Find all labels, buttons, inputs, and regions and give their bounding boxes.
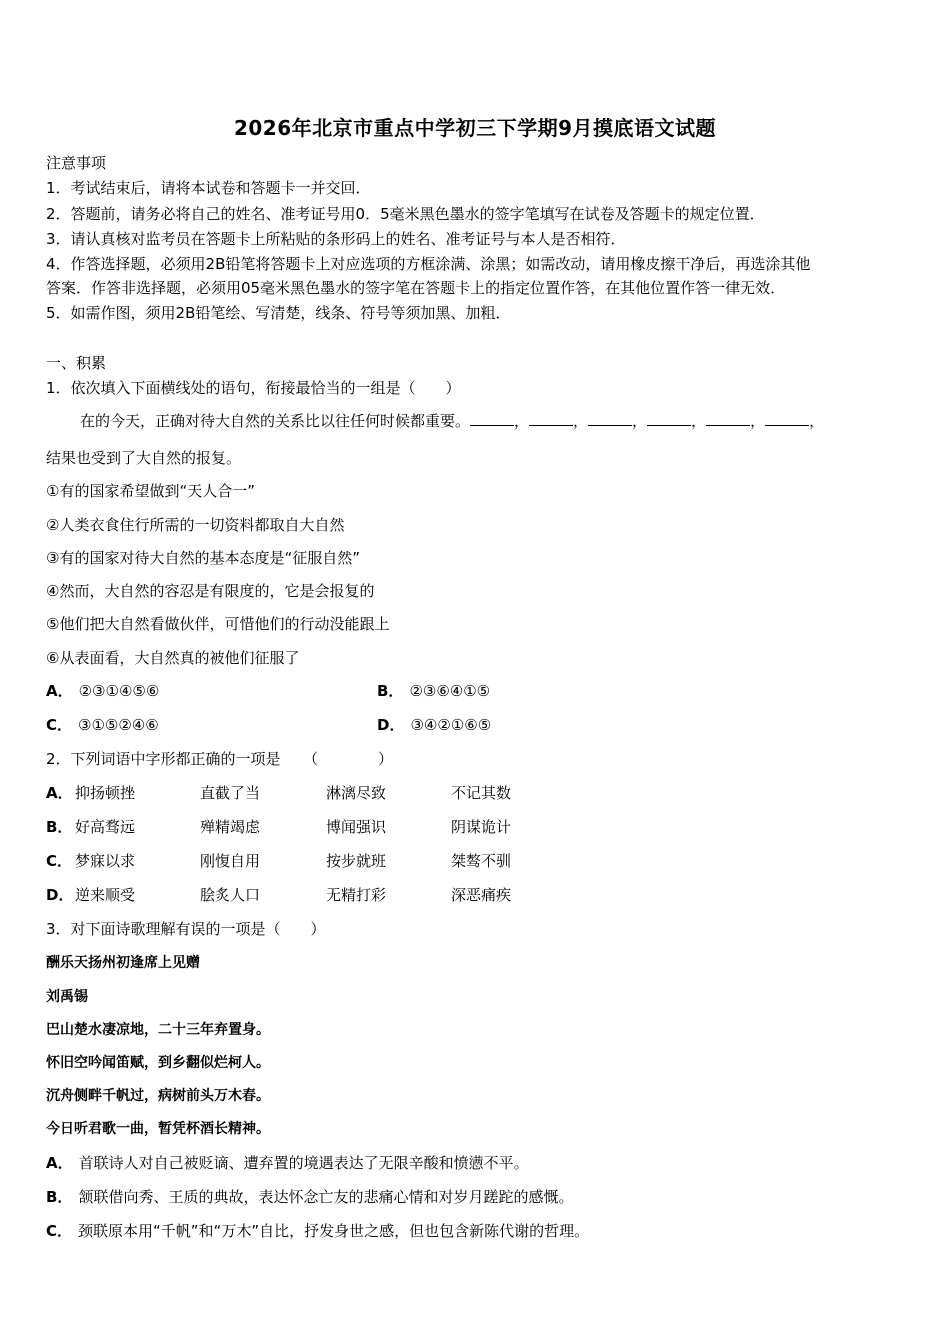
q1-sentence-6: ⑥从表面看，大自然真的被他们征服了 [46,649,300,667]
q1-passage-end: 结果也受到了大自然的报复。 [46,449,242,467]
q1-sep-1: ， [514,412,530,430]
q2-option-c-label: C． [46,852,73,870]
q3-stem: 3．对下面诗歌理解有误的一项是（ ） [46,920,326,938]
q3-poem-title: 酬乐天扬州初逢席上见赠 [46,955,200,971]
q2-option-a-word-1: 抑扬顿挫 [75,784,136,802]
q1-option-b: B． ②③⑥④①⑤ [377,682,491,700]
notice-heading: 注意事项 [46,154,107,172]
q2-option-b-word-4: 阴谋诡计 [451,818,512,836]
notice-item-4: 4．作答选择题，必须用2B铅笔将答题卡上对应选项的方框涂满、涂黑；如需改动，请用橡皮擦干净后，再选涂其他 [46,255,811,273]
q1-sep-4: ， [691,412,707,430]
q2-option-d-word-1: 逆来顺受 [75,886,136,904]
q1-blank-4 [647,411,691,426]
q1-sep-2: ， [573,412,589,430]
q3-option-b: B． 颔联借向秀、王质的典故，表达怀念亡友的悲痛心情和对岁月蹉跎的感慨。 [46,1188,574,1206]
q1-sentence-3: ③有的国家对待大自然的基本态度是“征服自然” [46,549,360,567]
notice-item-2: 2．答题前，请务必将自己的姓名、准考证号用0．5毫米黑色墨水的签字笔填写在试卷及答题卡的规定位置． [46,205,765,223]
q1-sentence-5: ⑤他们把大自然看做伙伴，可惜他们的行动没能跟上 [46,615,390,633]
q1-passage-start: 在的今天，正确对待大自然的关系比以往任何时候都重要。 [80,412,471,430]
q2-option-b-word-1: 好高骛远 [75,818,136,836]
q3-poem-author: 刘禹锡 [46,989,88,1005]
q2-option-a-label: A． [46,784,73,802]
notice-item-4-cont: 答案．作答非选择题，必须用05毫米黑色墨水的签字笔在答题卡上的指定位置作答，在其他位置作答一律无效． [46,279,786,297]
q2-option-a-word-2: 直截了当 [200,784,261,802]
q1-sentence-1: ①有的国家希望做到“天人合一” [46,482,255,500]
q3-poem-line-3: 沉舟侧畔千帆过，病树前头万木春。 [46,1088,270,1104]
q3-option-a: A． 首联诗人对自己被贬谪、遭弃置的境遇表达了无限辛酸和愤懑不平。 [46,1154,529,1172]
q1-blank-5 [706,411,750,426]
q2-option-c-word-4: 桀骜不驯 [451,852,512,870]
exam-title: 2026年北京市重点中学初三下学期9月摸底语文试题 [233,116,717,140]
q1-option-a: A． ②③①④⑤⑥ [46,682,160,700]
q3-option-c: C． 颈联原本用“千帆”和“万木”自比，抒发身世之感，但也包含新陈代谢的哲理。 [46,1222,590,1240]
section-heading: 一、积累 [46,354,107,372]
q2-option-b-word-3: 博闻强识 [326,818,387,836]
q2-option-c-word-1: 梦寐以求 [75,852,136,870]
q2-stem: 2．下列词语中字形都正确的一项是 （ ） [46,750,394,768]
q1-blank-2 [529,411,573,426]
q1-sep-6: ， [809,412,825,430]
q2-option-c-word-3: 按步就班 [326,852,387,870]
q1-blank-6 [765,411,809,426]
notice-item-3: 3．请认真核对监考员在答题卡上所粘贴的条形码上的姓名、准考证号与本人是否相符． [46,230,626,248]
q3-poem-line-2: 怀旧空吟闻笛赋，到乡翻似烂柯人。 [46,1055,270,1071]
q2-option-a-word-4: 不记其数 [451,784,512,802]
q2-option-d-word-4: 深恶痛疾 [451,886,512,904]
q3-poem-line-4: 今日听君歌一曲，暂凭杯酒长精神。 [46,1121,270,1137]
q2-option-d-label: D． [46,886,74,904]
q1-sentence-4: ④然而，大自然的容忍是有限度的，它是会报复的 [46,582,375,600]
q2-option-a-word-3: 淋漓尽致 [326,784,387,802]
q2-option-d-word-3: 无精打彩 [326,886,387,904]
q1-blank-1 [470,411,514,426]
q2-option-b-word-2: 殚精竭虑 [200,818,261,836]
q1-sep-5: ， [750,412,766,430]
q1-sep-3: ， [632,412,648,430]
q2-option-c-word-2: 刚愎自用 [200,852,261,870]
q1-blank-3 [588,411,632,426]
q3-poem-line-1: 巴山楚水凄凉地，二十三年弃置身。 [46,1022,270,1038]
q1-passage [80,410,824,431]
q1-stem: 1．依次填入下面横线处的语句，衔接最恰当的一组是（ ） [46,379,461,397]
q1-option-c: C． ③①⑤②④⑥ [46,716,159,734]
notice-item-5: 5．如需作图，须用2B铅笔绘、写清楚，线条、符号等须加黑、加粗． [46,304,511,322]
q1-sentence-2: ②人类衣食住行所需的一切资料都取自大自然 [46,516,345,534]
notice-item-1: 1．考试结束后，请将本试卷和答题卡一并交回． [46,179,371,197]
q2-option-d-word-2: 脍炙人口 [200,886,261,904]
q1-option-d: D． ③④②①⑥⑤ [377,716,492,734]
q2-option-b-label: B． [46,818,73,836]
